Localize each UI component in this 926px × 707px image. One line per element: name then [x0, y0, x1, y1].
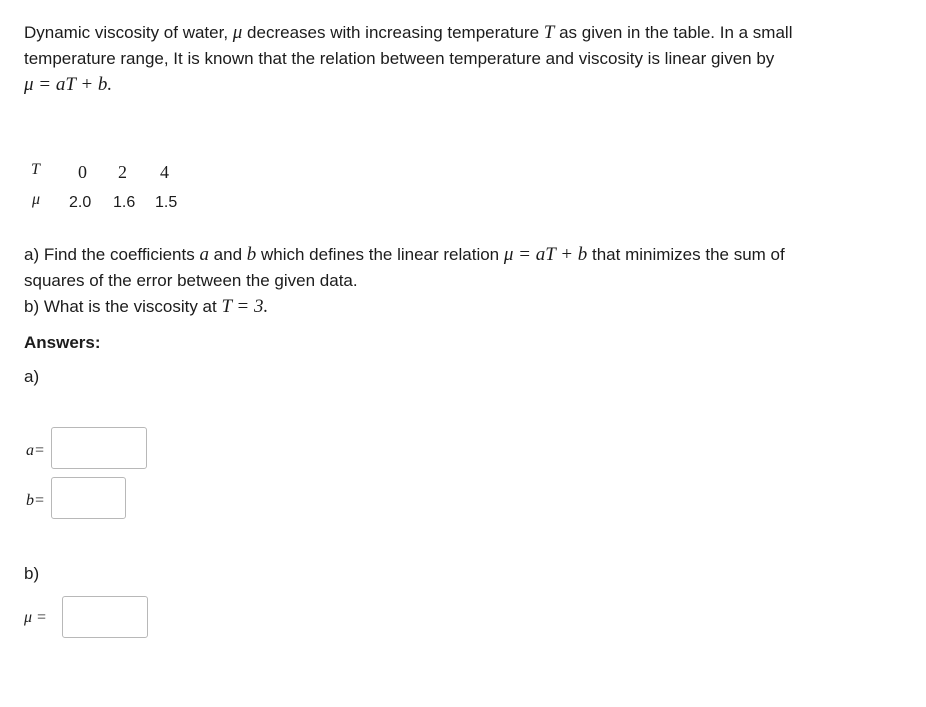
question-a-text-1: a) Find the coefficients	[24, 245, 200, 264]
mu-symbol: μ	[232, 22, 243, 43]
intro-text-3: as given in the table. In a small	[554, 23, 793, 42]
mu-input[interactable]	[62, 596, 148, 638]
intro-line-2: temperature range, It is known that the relation between temperature and viscosity is linear given by	[24, 49, 775, 68]
table-cell-mu-1: 1.6	[113, 194, 136, 211]
t-symbol: T	[543, 22, 555, 43]
b-input[interactable]	[51, 477, 126, 519]
table-cell-mu-0: 2.0	[69, 194, 92, 211]
a-input[interactable]	[51, 427, 147, 469]
question-a-formula: μ = aT + b	[503, 244, 588, 265]
intro-text-1: Dynamic viscosity of water,	[24, 23, 233, 42]
question-a-line-1	[24, 242, 785, 268]
question-a-text-2: which defines the linear relation	[256, 245, 504, 264]
question-b-line	[24, 294, 785, 320]
question-a-line-2: squares of the error between the given data.	[24, 271, 358, 290]
table-cell-t-1: 2	[118, 162, 127, 182]
answers-part-b-label: b)	[24, 564, 40, 583]
answers-part-a-label: a)	[24, 367, 40, 386]
a-field-label: a=	[26, 442, 45, 459]
question-a-text-3: that minimizes the sum of	[587, 245, 785, 264]
answers-heading: Answers:	[24, 333, 101, 352]
intro-text-2: decreases with increasing temperature	[242, 23, 544, 42]
table-header-mu: μ	[32, 191, 41, 208]
table-cell-mu-2: 1.5	[155, 194, 178, 211]
question-a-and: and	[208, 245, 247, 264]
mu-field-label: μ =	[24, 609, 47, 626]
table-header-t: T	[31, 161, 40, 178]
question-b-text: b) What is the viscosity at	[24, 297, 222, 316]
intro-line-1	[24, 20, 792, 46]
question-paragraph	[24, 242, 785, 320]
table-cell-t-2: 4	[160, 162, 169, 182]
intro-paragraph	[24, 20, 792, 98]
question-b-formula: T = 3.	[221, 296, 269, 317]
intro-formula: μ = aT + b.	[24, 74, 113, 95]
table-cell-t-0: 0	[78, 162, 87, 182]
b-field-label: b=	[26, 492, 45, 509]
var-b: b	[246, 244, 257, 265]
var-a: a	[199, 244, 209, 265]
